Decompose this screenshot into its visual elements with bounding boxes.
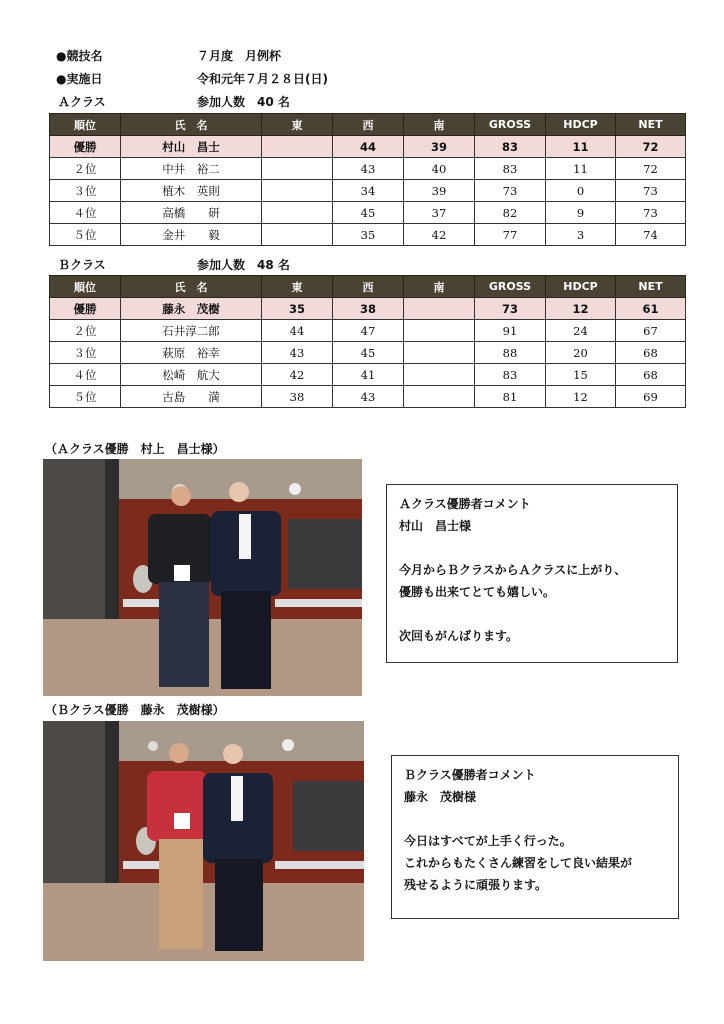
gross-cell: 73 <box>475 298 546 320</box>
gross-cell: 88 <box>475 342 546 364</box>
name-cell: 松崎 航大 <box>121 364 262 386</box>
hdcp-cell: 3 <box>546 224 616 246</box>
rank-cell: 優勝 <box>50 136 121 158</box>
south-cell: 37 <box>404 202 475 224</box>
comment-a-line <box>399 603 665 625</box>
class-b-comment-box <box>391 755 679 919</box>
col-name: 氏 名 <box>121 114 262 136</box>
gross-cell: 82 <box>475 202 546 224</box>
gross-cell: 77 <box>475 224 546 246</box>
net-cell: 68 <box>616 342 686 364</box>
class-a-participants: 参加人数 40 名 <box>197 95 290 109</box>
table-row <box>50 342 686 364</box>
col-hdcp: HDCP <box>546 276 616 298</box>
rank-cell: ４位 <box>50 202 121 224</box>
event-value: ７月度 月例杯 <box>197 49 282 63</box>
hdcp-cell: 11 <box>546 136 616 158</box>
comment-b-line: これからもたくさん練習をして良い結果が <box>404 856 633 870</box>
rank-cell: ５位 <box>50 224 121 246</box>
col-hdcp: HDCP <box>546 114 616 136</box>
name-cell: 石井淳二郎 <box>121 320 262 342</box>
south-cell <box>404 342 475 364</box>
west-cell: 43 <box>333 158 404 180</box>
net-cell: 72 <box>616 158 686 180</box>
class-a-results-table <box>49 113 686 246</box>
col-net: NET <box>616 114 686 136</box>
gross-cell: 73 <box>475 180 546 202</box>
hdcp-cell: 15 <box>546 364 616 386</box>
table-row <box>50 364 686 386</box>
class-b-title: Ｂクラス <box>58 258 106 272</box>
net-cell: 73 <box>616 180 686 202</box>
west-cell: 35 <box>333 224 404 246</box>
net-cell: 61 <box>616 298 686 320</box>
name-cell: 中井 裕二 <box>121 158 262 180</box>
east-cell: 43 <box>262 342 333 364</box>
south-cell: 40 <box>404 158 475 180</box>
gross-cell: 91 <box>475 320 546 342</box>
col-west: 西 <box>333 114 404 136</box>
comment-a-title: Ａクラス優勝者コメント <box>399 497 531 511</box>
class-a-title: Ａクラス <box>58 95 106 109</box>
east-cell: 35 <box>262 298 333 320</box>
rank-cell: ５位 <box>50 386 121 408</box>
rank-cell: ４位 <box>50 364 121 386</box>
west-cell: 44 <box>333 136 404 158</box>
comment-a-line: 優勝も出来てとても嬉しい。 <box>399 585 556 599</box>
class-a-comment-box <box>386 484 678 663</box>
south-cell: 42 <box>404 224 475 246</box>
west-cell: 38 <box>333 298 404 320</box>
east-cell <box>262 158 333 180</box>
west-cell: 43 <box>333 386 404 408</box>
col-east: 東 <box>262 114 333 136</box>
col-south: 南 <box>404 114 475 136</box>
col-rank: 順位 <box>50 114 121 136</box>
net-cell: 73 <box>616 202 686 224</box>
hdcp-cell: 12 <box>546 298 616 320</box>
class-a-winner-photo <box>43 459 362 696</box>
table-row <box>50 202 686 224</box>
table-row <box>50 136 686 158</box>
west-cell: 45 <box>333 202 404 224</box>
gross-cell: 83 <box>475 364 546 386</box>
name-cell: 金井 毅 <box>121 224 262 246</box>
table-row <box>50 386 686 408</box>
net-cell: 69 <box>616 386 686 408</box>
hdcp-cell: 0 <box>546 180 616 202</box>
col-gross: GROSS <box>475 114 546 136</box>
name-cell: 高橋 研 <box>121 202 262 224</box>
name-cell: 古島 満 <box>121 386 262 408</box>
comment-b-title: Ｂクラス優勝者コメント <box>404 768 536 782</box>
rank-cell: ３位 <box>50 180 121 202</box>
comment-a-name: 村山 昌士様 <box>399 519 472 533</box>
west-cell: 45 <box>333 342 404 364</box>
table-header-row <box>50 276 686 298</box>
south-cell <box>404 320 475 342</box>
hdcp-cell: 24 <box>546 320 616 342</box>
east-cell: 42 <box>262 364 333 386</box>
rank-cell: 優勝 <box>50 298 121 320</box>
table-row <box>50 320 686 342</box>
gross-cell: 83 <box>475 136 546 158</box>
col-east: 東 <box>262 276 333 298</box>
comment-b-name: 藤永 茂樹様 <box>404 790 477 804</box>
col-name: 氏 名 <box>121 276 262 298</box>
east-cell: 44 <box>262 320 333 342</box>
date-value: 令和元年７月２８日(日) <box>197 72 328 86</box>
name-cell: 村山 昌士 <box>121 136 262 158</box>
net-cell: 68 <box>616 364 686 386</box>
south-cell <box>404 386 475 408</box>
hdcp-cell: 11 <box>546 158 616 180</box>
table-row <box>50 180 686 202</box>
net-cell: 72 <box>616 136 686 158</box>
south-cell <box>404 364 475 386</box>
east-cell <box>262 136 333 158</box>
event-label: ●競技名 <box>56 49 103 63</box>
name-cell: 萩原 裕幸 <box>121 342 262 364</box>
comment-b-line: 今日はすべてが上手く行った。 <box>404 834 572 848</box>
col-south: 南 <box>404 276 475 298</box>
photo-b-caption: （Ｂクラス優勝 藤永 茂樹様） <box>45 703 225 717</box>
table-row <box>50 158 686 180</box>
south-cell: 39 <box>404 136 475 158</box>
rank-cell: ３位 <box>50 342 121 364</box>
class-b-participants: 参加人数 48 名 <box>197 258 290 272</box>
hdcp-cell: 12 <box>546 386 616 408</box>
table-row <box>50 298 686 320</box>
south-cell: 39 <box>404 180 475 202</box>
photo-a-caption: （Ａクラス優勝 村上 昌士様） <box>45 442 225 456</box>
east-cell <box>262 202 333 224</box>
west-cell: 47 <box>333 320 404 342</box>
col-gross: GROSS <box>475 276 546 298</box>
west-cell: 41 <box>333 364 404 386</box>
west-cell: 34 <box>333 180 404 202</box>
col-rank: 順位 <box>50 276 121 298</box>
east-cell <box>262 224 333 246</box>
gross-cell: 81 <box>475 386 546 408</box>
table-row <box>50 224 686 246</box>
date-label: ●実施日 <box>56 72 103 86</box>
east-cell: 38 <box>262 386 333 408</box>
comment-a-line: 今月からＢクラスからＡクラスに上がり、 <box>399 563 627 577</box>
table-header-row <box>50 114 686 136</box>
comment-a-line: 次回もがんばります。 <box>399 629 519 643</box>
comment-b-line: 残せるように頑張ります。 <box>404 878 548 892</box>
col-net: NET <box>616 276 686 298</box>
east-cell <box>262 180 333 202</box>
rank-cell: ２位 <box>50 320 121 342</box>
gross-cell: 83 <box>475 158 546 180</box>
hdcp-cell: 20 <box>546 342 616 364</box>
south-cell <box>404 298 475 320</box>
name-cell: 植木 英則 <box>121 180 262 202</box>
net-cell: 67 <box>616 320 686 342</box>
hdcp-cell: 9 <box>546 202 616 224</box>
class-b-results-table <box>49 275 686 408</box>
class-b-winner-photo <box>43 721 364 961</box>
name-cell: 藤永 茂樹 <box>121 298 262 320</box>
rank-cell: ２位 <box>50 158 121 180</box>
col-west: 西 <box>333 276 404 298</box>
net-cell: 74 <box>616 224 686 246</box>
